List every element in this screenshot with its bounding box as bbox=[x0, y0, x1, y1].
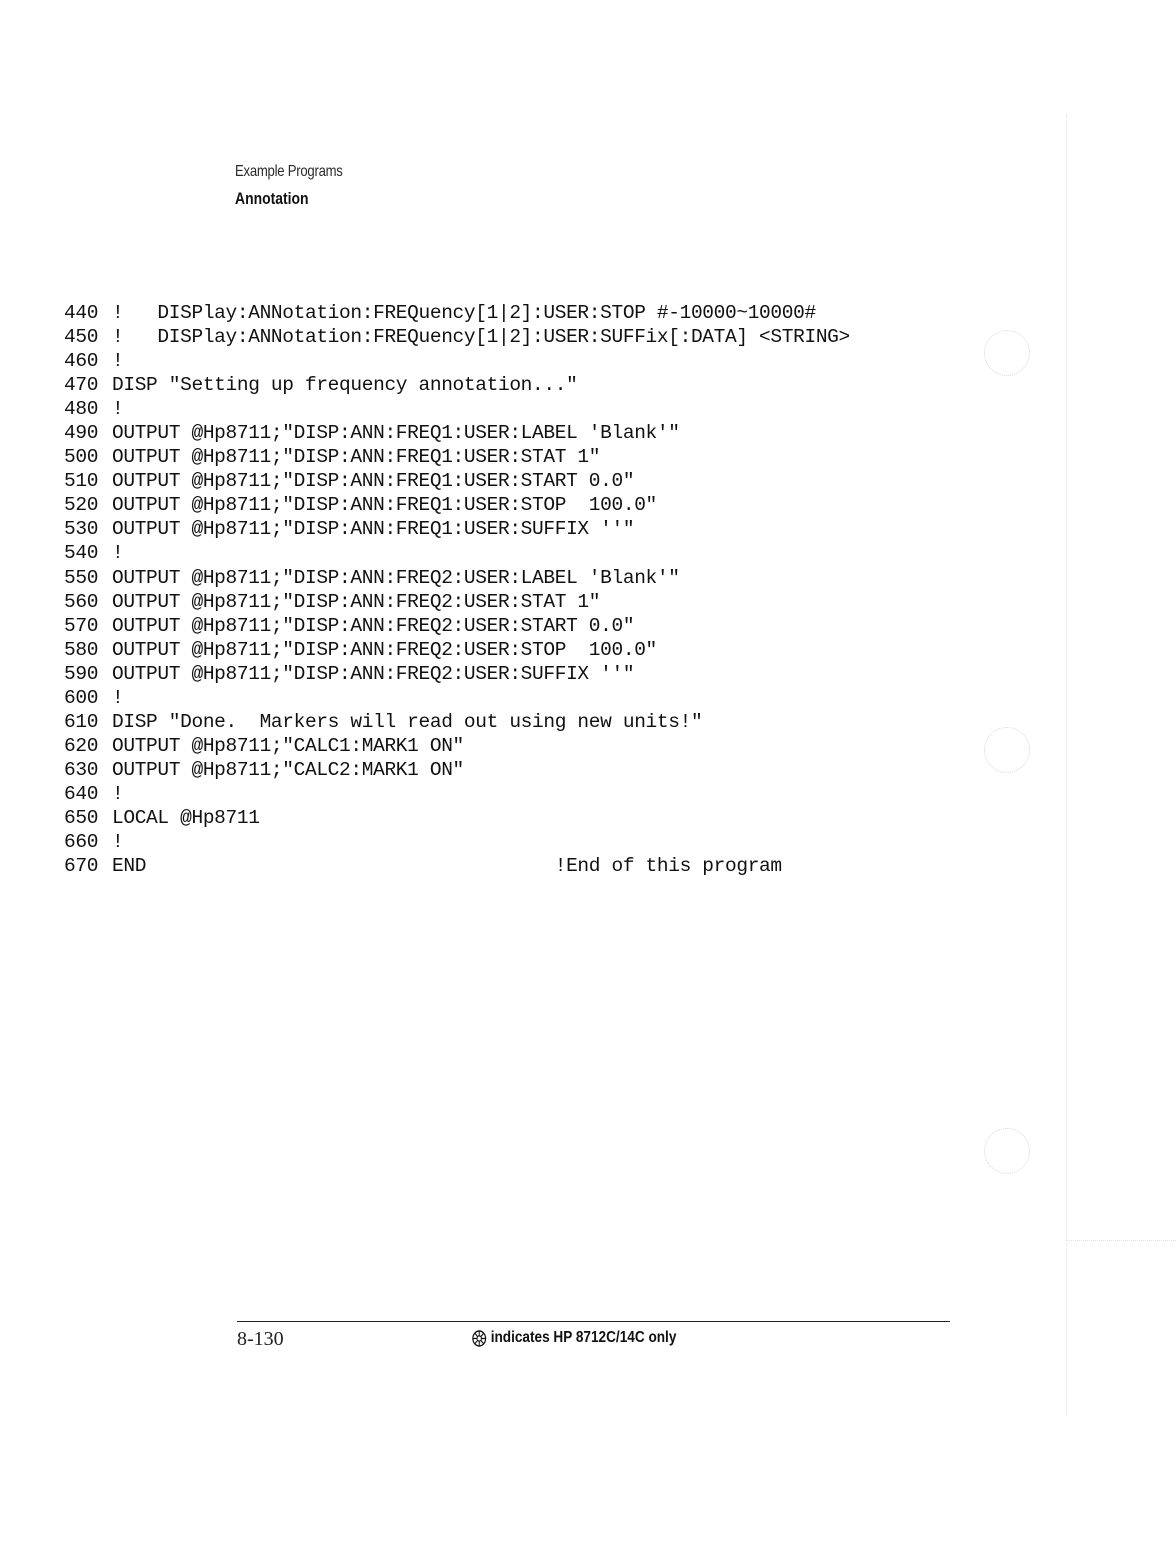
code-line bbox=[64, 493, 850, 517]
footer-note bbox=[472, 1329, 676, 1347]
line-number: 600 bbox=[64, 686, 99, 709]
footer-divider bbox=[237, 1321, 950, 1322]
code-text: OUTPUT @Hp8711;"DISP:ANN:FREQ2:USER:START 0.0" bbox=[112, 614, 635, 637]
line-number: 610 bbox=[64, 710, 99, 733]
line-number: 540 bbox=[64, 542, 99, 565]
page-edge-line bbox=[1066, 115, 1067, 1415]
line-number: 570 bbox=[64, 614, 99, 637]
page-number: 8-130 bbox=[237, 1328, 284, 1350]
code-text: OUTPUT @Hp8711;"DISP:ANN:FREQ1:USER:SUFFIX ''" bbox=[112, 518, 635, 541]
line-number: 470 bbox=[64, 374, 99, 397]
line-number: 620 bbox=[64, 734, 99, 757]
code-line bbox=[64, 758, 850, 782]
code-line bbox=[64, 854, 850, 878]
code-text: OUTPUT @Hp8711;"DISP:ANN:FREQ1:USER:LABEL 'Blank'" bbox=[112, 422, 680, 445]
line-number: 480 bbox=[64, 398, 99, 421]
line-number: 530 bbox=[64, 518, 99, 541]
code-text: ! DISPlay:ANNotation:FREQuency[1|2]:USER:SUFFix[:DATA] <STRING> bbox=[112, 326, 850, 349]
code-line bbox=[64, 469, 850, 493]
code-line bbox=[64, 325, 850, 349]
code-line bbox=[64, 301, 850, 325]
page-header bbox=[235, 163, 366, 209]
line-number: 630 bbox=[64, 758, 99, 781]
code-line bbox=[64, 734, 850, 758]
code-line bbox=[64, 445, 850, 469]
code-text: DISP "Done. Markers will read out using new units!" bbox=[112, 710, 703, 733]
hp-model-symbol-icon bbox=[472, 1330, 486, 1347]
line-number: 550 bbox=[64, 566, 99, 589]
code-line bbox=[64, 517, 850, 541]
line-number: 580 bbox=[64, 638, 99, 661]
code-text: ! bbox=[112, 542, 124, 565]
footer-note-text: indicates HP 8712C/14C only bbox=[490, 1329, 677, 1346]
code-text: OUTPUT @Hp8711;"DISP:ANN:FREQ1:USER:STAT 1" bbox=[112, 446, 601, 469]
code-text: ! bbox=[112, 686, 124, 709]
code-text: END !End of this program bbox=[112, 855, 782, 878]
code-line bbox=[64, 638, 850, 662]
code-text: ! DISPlay:ANNotation:FREQuency[1|2]:USER:STOP #-10000~10000# bbox=[112, 302, 816, 324]
code-text: LOCAL @Hp8711 bbox=[112, 806, 260, 829]
line-number: 500 bbox=[64, 446, 99, 469]
code-text: OUTPUT @Hp8711;"DISP:ANN:FREQ1:USER:START 0.0" bbox=[112, 470, 635, 493]
code-text: OUTPUT @Hp8711;"DISP:ANN:FREQ1:USER:STOP 100.0" bbox=[112, 494, 657, 517]
binder-hole bbox=[984, 727, 1030, 773]
line-number: 650 bbox=[64, 806, 99, 829]
code-text: OUTPUT @Hp8711;"DISP:ANN:FREQ2:USER:SUFFIX ''" bbox=[112, 662, 635, 685]
code-line bbox=[64, 349, 850, 373]
code-text: OUTPUT @Hp8711;"CALC1:MARK1 ON" bbox=[112, 734, 464, 757]
code-line bbox=[64, 421, 850, 445]
binder-hole bbox=[984, 330, 1030, 376]
code-text: DISP "Setting up frequency annotation..." bbox=[112, 374, 578, 397]
line-number: 450 bbox=[64, 326, 99, 349]
code-text: ! bbox=[112, 782, 124, 805]
line-number: 660 bbox=[64, 831, 99, 854]
code-line bbox=[64, 590, 850, 614]
section-label: Example Programs bbox=[235, 163, 343, 180]
code-line bbox=[64, 830, 850, 854]
code-line bbox=[64, 566, 850, 590]
line-number: 670 bbox=[64, 855, 99, 878]
line-number: 560 bbox=[64, 590, 99, 613]
binder-hole bbox=[984, 1128, 1030, 1174]
code-line bbox=[64, 782, 850, 806]
code-line bbox=[64, 541, 850, 565]
code-line bbox=[64, 397, 850, 421]
line-number: 520 bbox=[64, 494, 99, 517]
code-line bbox=[64, 614, 850, 638]
code-listing bbox=[64, 301, 850, 878]
line-number: 440 bbox=[64, 302, 99, 324]
code-text: OUTPUT @Hp8711;"CALC2:MARK1 ON" bbox=[112, 758, 464, 781]
code-text: ! bbox=[112, 831, 124, 854]
code-text: ! bbox=[112, 398, 124, 421]
code-line bbox=[64, 373, 850, 397]
line-number: 510 bbox=[64, 470, 99, 493]
code-line bbox=[64, 662, 850, 686]
code-line bbox=[64, 806, 850, 830]
page-edge-line bbox=[1066, 1240, 1176, 1241]
line-number: 490 bbox=[64, 422, 99, 445]
line-number: 640 bbox=[64, 782, 99, 805]
section-title: Annotation bbox=[235, 189, 309, 208]
line-number: 460 bbox=[64, 350, 99, 373]
code-line bbox=[64, 710, 850, 734]
code-text: OUTPUT @Hp8711;"DISP:ANN:FREQ2:USER:LABEL 'Blank'" bbox=[112, 566, 680, 589]
code-text: OUTPUT @Hp8711;"DISP:ANN:FREQ2:USER:STAT 1" bbox=[112, 590, 601, 613]
code-text: ! bbox=[112, 350, 124, 373]
code-line bbox=[64, 686, 850, 710]
code-text: OUTPUT @Hp8711;"DISP:ANN:FREQ2:USER:STOP 100.0" bbox=[112, 638, 657, 661]
line-number: 590 bbox=[64, 662, 99, 685]
